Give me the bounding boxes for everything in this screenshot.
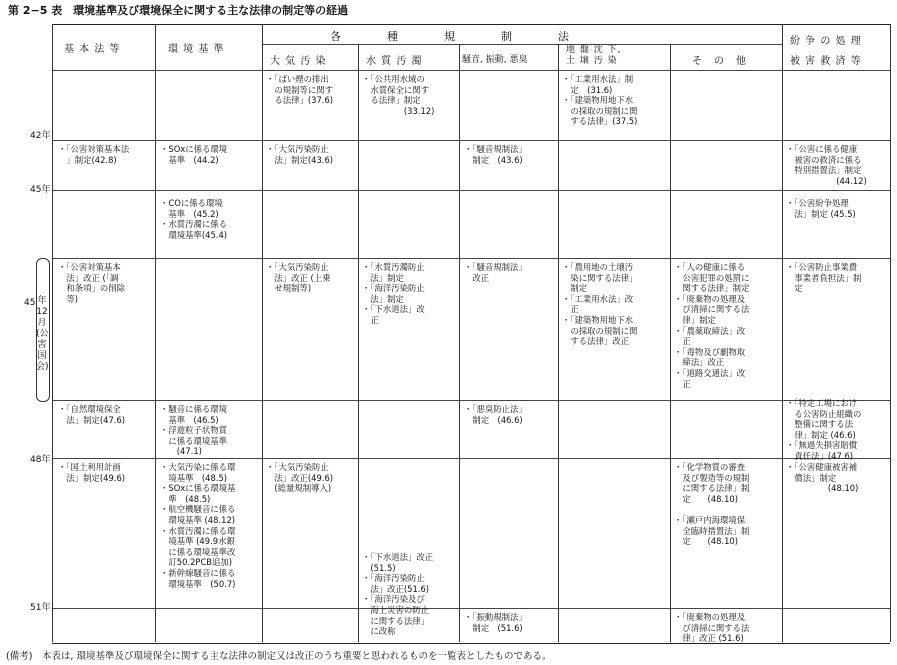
- cell-taiki-r2: ・「大気汚染防止 法」制定(43.6): [266, 144, 334, 165]
- header-taiki: 大 気 汚 染: [270, 56, 327, 67]
- col-line-2: [155, 24, 156, 642]
- row-line-45: [52, 190, 890, 191]
- cell-kijun-r5: ・騒音に係る環境 基準 (46.5) ・浮遊粒子状物質 に係る環境基準 (47.1): [160, 404, 227, 457]
- cell-funso-r4: ・「公害防止事業費 事業者負担法」制 定: [786, 262, 862, 294]
- cell-kihon-r6: ・「国土利用計画 法」制定(49.6): [58, 462, 126, 483]
- cell-taiki-r1: ・「ばい煙の排出 の規制等に関す る法律」(37.6): [266, 74, 334, 106]
- header-funso: 紛 争 の 処 理 被 害 救 済 等: [790, 36, 862, 67]
- col-line-9: [890, 24, 891, 642]
- cell-suishitsu-r6: ・「下水道法」改正 (51.5) ・「海洋汚染防止 法」改正(51.6) ・「海洋汚染及び 海上災害の防止 に関する法律」 に改称: [362, 552, 434, 637]
- header-kihon: 基 本 法 等: [64, 44, 121, 55]
- col-line-5: [459, 44, 460, 642]
- row-line-42: [52, 140, 890, 141]
- cell-kihon-r5: ・「自然環境保全 法」制定(47.6): [58, 404, 126, 425]
- year-51: 51年: [30, 603, 51, 613]
- year-45: 45年: [30, 185, 51, 195]
- cell-kijun-r6: ・大気汚染に係る環 境基準 (48.5) ・SOxに係る環境基 準 (48.5) ・航空機騒音に係る 環境基準 (48.12) ・水質汚濁に係る環 境基準 (49.9水銀 に係る環境基準改 訂50.2PCB追加) ・新幹線騒音に係る 環境基準 (50.7): [160, 462, 236, 589]
- cell-suishitsu-r4: ・「水質汚濁防止 法」制定 ・「海洋汚染防止 法」制定 ・「下水道法」改 正: [362, 262, 425, 325]
- col-line-3: [262, 24, 263, 642]
- year-48: 48年: [30, 455, 51, 465]
- footnote: (備考) 本表は, 環境基準及び環境保全に関する主な法律の制定又は改正のうち重要と思われるものを一覧表としたものである。: [6, 651, 552, 662]
- header-bottom: [52, 70, 890, 71]
- cell-sonota-r7: ・「廃棄物の処理及 び清掃に関する法 律」改正 (51.6): [674, 612, 750, 644]
- year-42: 42年: [30, 131, 51, 141]
- col-line-4: [358, 44, 359, 642]
- cell-kihon-r4: ・「公害対策基本 法」改正 (「調 和条項」の削除 等): [58, 262, 125, 304]
- header-sonota: そ の 他: [692, 56, 747, 67]
- cell-taiki-r6: ・「大気汚染防止 法」改正(49.6) (総量規制導入): [266, 462, 334, 494]
- row-line-45-12: [52, 400, 890, 401]
- header-kakushu: 各 種 規 制 法: [330, 30, 577, 43]
- cell-jiban-r1: ・「工業用水法」制 定 (31.6) ・「建築物用地下水 の採取の規制に関 する法律」(37.5): [562, 74, 638, 127]
- cell-kijun-r2: ・SOxに係る環境 基準 (44.2): [160, 144, 228, 165]
- cell-kihon-r2: ・「公害対策基本法 」制定(42.8): [58, 144, 130, 165]
- cell-suishitsu-r1: ・「公共用水域の 水質保全に関す る法律」制定 (33.12): [362, 74, 435, 116]
- col-line-6: [558, 44, 559, 642]
- header-divider: [262, 44, 782, 45]
- cell-funso-r2: ・「公害に係る健康 被害の救済に係る 特別措置法」制定 (44.12): [786, 144, 867, 186]
- cell-sonota-r6: ・「化学物質の審査 及び製造等の規制 に関する法律」制 定 (48.10) ・「瀬戸内海環境保 全臨時措置法」制 定 (48.10): [674, 462, 750, 547]
- row-line-51: [52, 608, 890, 609]
- row-line-45b: [52, 258, 890, 259]
- kokkai-year: 45: [24, 298, 36, 308]
- cell-funso-r6: ・「公害健康被害補 償法」制定 (48.10): [786, 462, 859, 494]
- cell-souon-r2: ・「騒音規制法」 制定 (43.6): [464, 144, 527, 165]
- col-line-1: [52, 24, 53, 642]
- cell-funso-r5: ・「特定工場におけ る公害防止組織の 整備に関する法 律」制定 (46.6) ・「無過失損害賠償 責任法」(47.6): [786, 398, 862, 461]
- cell-sonota-r4: ・「人の健康に係る 公害犯罪の処罰に 関する法律」制定 ・「廃棄物の処理及 び清掃に関する法 律」制定 ・「農薬取締法」改 正 ・「毒物及び劇物取 締法」改正 ・「道路交通法」改 正: [674, 262, 750, 389]
- cell-souon-r5: ・「悪臭防止法」 制定 (46.6): [464, 404, 527, 425]
- header-souon: 騒音, 振動, 悪臭: [462, 55, 528, 65]
- row-line-48: [52, 458, 890, 459]
- table-title: 第 2−5 表 環境基準及び環境保全に関する主な法律の制定等の経過: [8, 4, 349, 17]
- cell-kijun-r3: ・COに係る環境 基準 (45.2) ・水質汚濁に係る 環境基準(45.4): [160, 198, 228, 240]
- header-kijun: 環 境 基 準: [168, 44, 225, 55]
- col-line-8: [782, 24, 783, 642]
- cell-jiban-r4: ・「農用地の土壌汚 染に関する法律」 制定 ・「工業用水法」改 正 ・「建築物用地下水 の採取の規制に関 する法律」改正: [562, 262, 638, 347]
- col-line-7: [670, 44, 671, 642]
- cell-souon-r7: ・「振動規制法」 制定 (51.6): [464, 612, 527, 633]
- cell-souon-r4: ・「騒音規制法」 改正: [464, 262, 527, 283]
- header-suishitsu: 水 質 汚 濁: [366, 56, 423, 67]
- cell-funso-r3: ・「公害紛争処理 法」制定 (45.5): [786, 198, 856, 219]
- cell-taiki-r4: ・「大気汚染防止 法」改正 (上乗 せ規制等): [266, 262, 331, 294]
- kokkai-label: 年12月(公害国会): [36, 296, 49, 372]
- header-jiban: 地 盤 沈 下, 土 壌 汚 染: [566, 45, 622, 66]
